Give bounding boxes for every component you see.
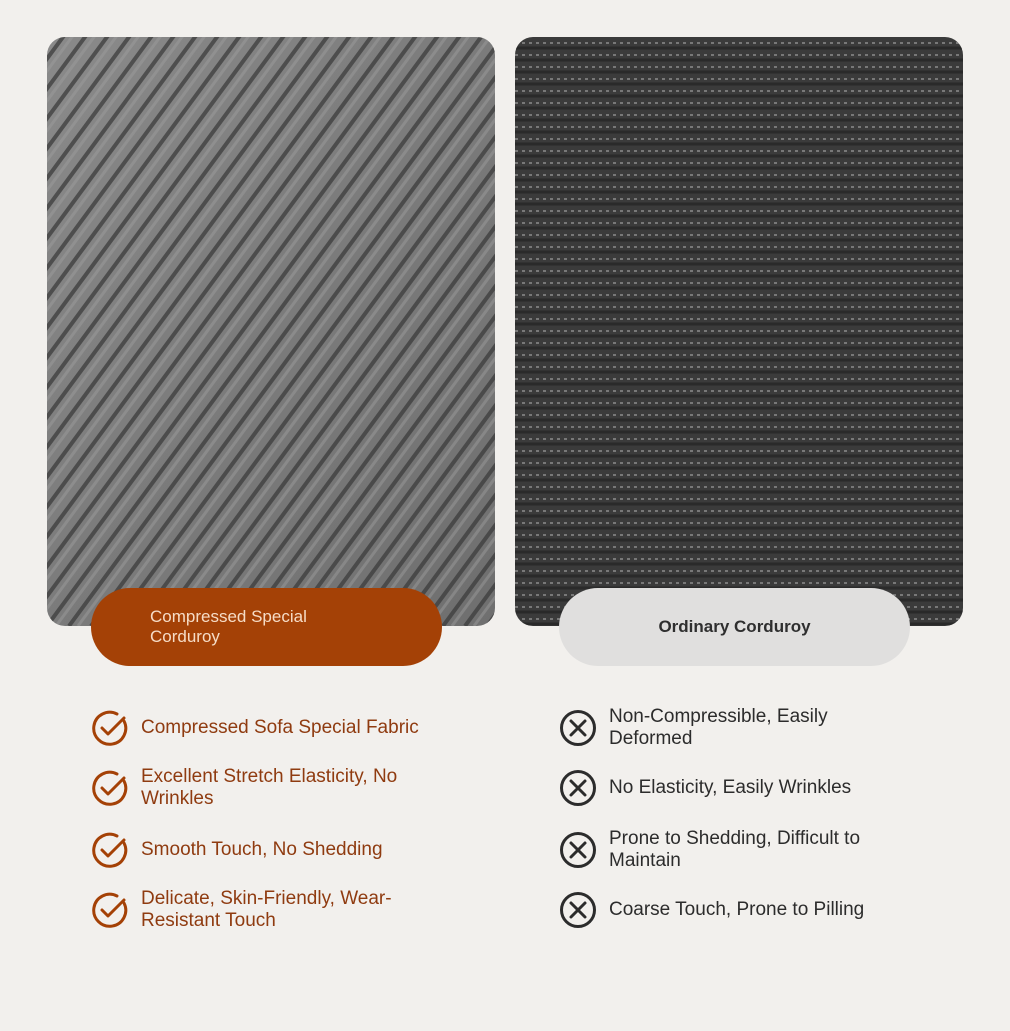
compressed-corduroy-label: [91, 588, 442, 666]
feature-text: Non-Compressible, Easily Deformed: [609, 706, 828, 749]
check-circle-icon: [91, 831, 129, 869]
feature-item: [91, 826, 431, 874]
check-circle-icon: [91, 769, 129, 807]
check-circle-icon: [91, 709, 129, 747]
ordinary-corduroy-label: [559, 588, 910, 666]
compressed-corduroy-label-text: Compressed Special Corduroy: [150, 607, 307, 646]
feature-item: [559, 826, 899, 874]
feature-text: No Elasticity, Easily Wrinkles: [609, 777, 852, 798]
ordinary-corduroy-fabric-image: [515, 37, 963, 626]
feature-text: Delicate, Skin-Friendly, Wear-Resistant Touch: [141, 888, 392, 931]
x-circle-icon: [559, 709, 597, 747]
feature-item: [559, 886, 899, 934]
feature-text: Prone to Shedding, Difficult to Maintain: [609, 828, 861, 871]
feature-item: [91, 764, 431, 812]
feature-text: Excellent Stretch Elasticity, No Wrinkles: [141, 766, 398, 809]
feature-item: [559, 764, 899, 812]
x-circle-icon: [559, 769, 597, 807]
feature-text: Coarse Touch, Prone to Pilling: [609, 899, 865, 920]
feature-item: [559, 704, 899, 752]
feature-text: Smooth Touch, No Shedding: [141, 839, 383, 860]
compressed-corduroy-fabric-image: [47, 37, 495, 626]
feature-item: [91, 704, 431, 752]
feature-item: [91, 886, 431, 934]
ordinary-corduroy-label-text: Ordinary Corduroy: [658, 617, 811, 636]
feature-text: Compressed Sofa Special Fabric: [141, 717, 419, 738]
check-circle-icon: [91, 891, 129, 929]
x-circle-icon: [559, 831, 597, 869]
x-circle-icon: [559, 891, 597, 929]
